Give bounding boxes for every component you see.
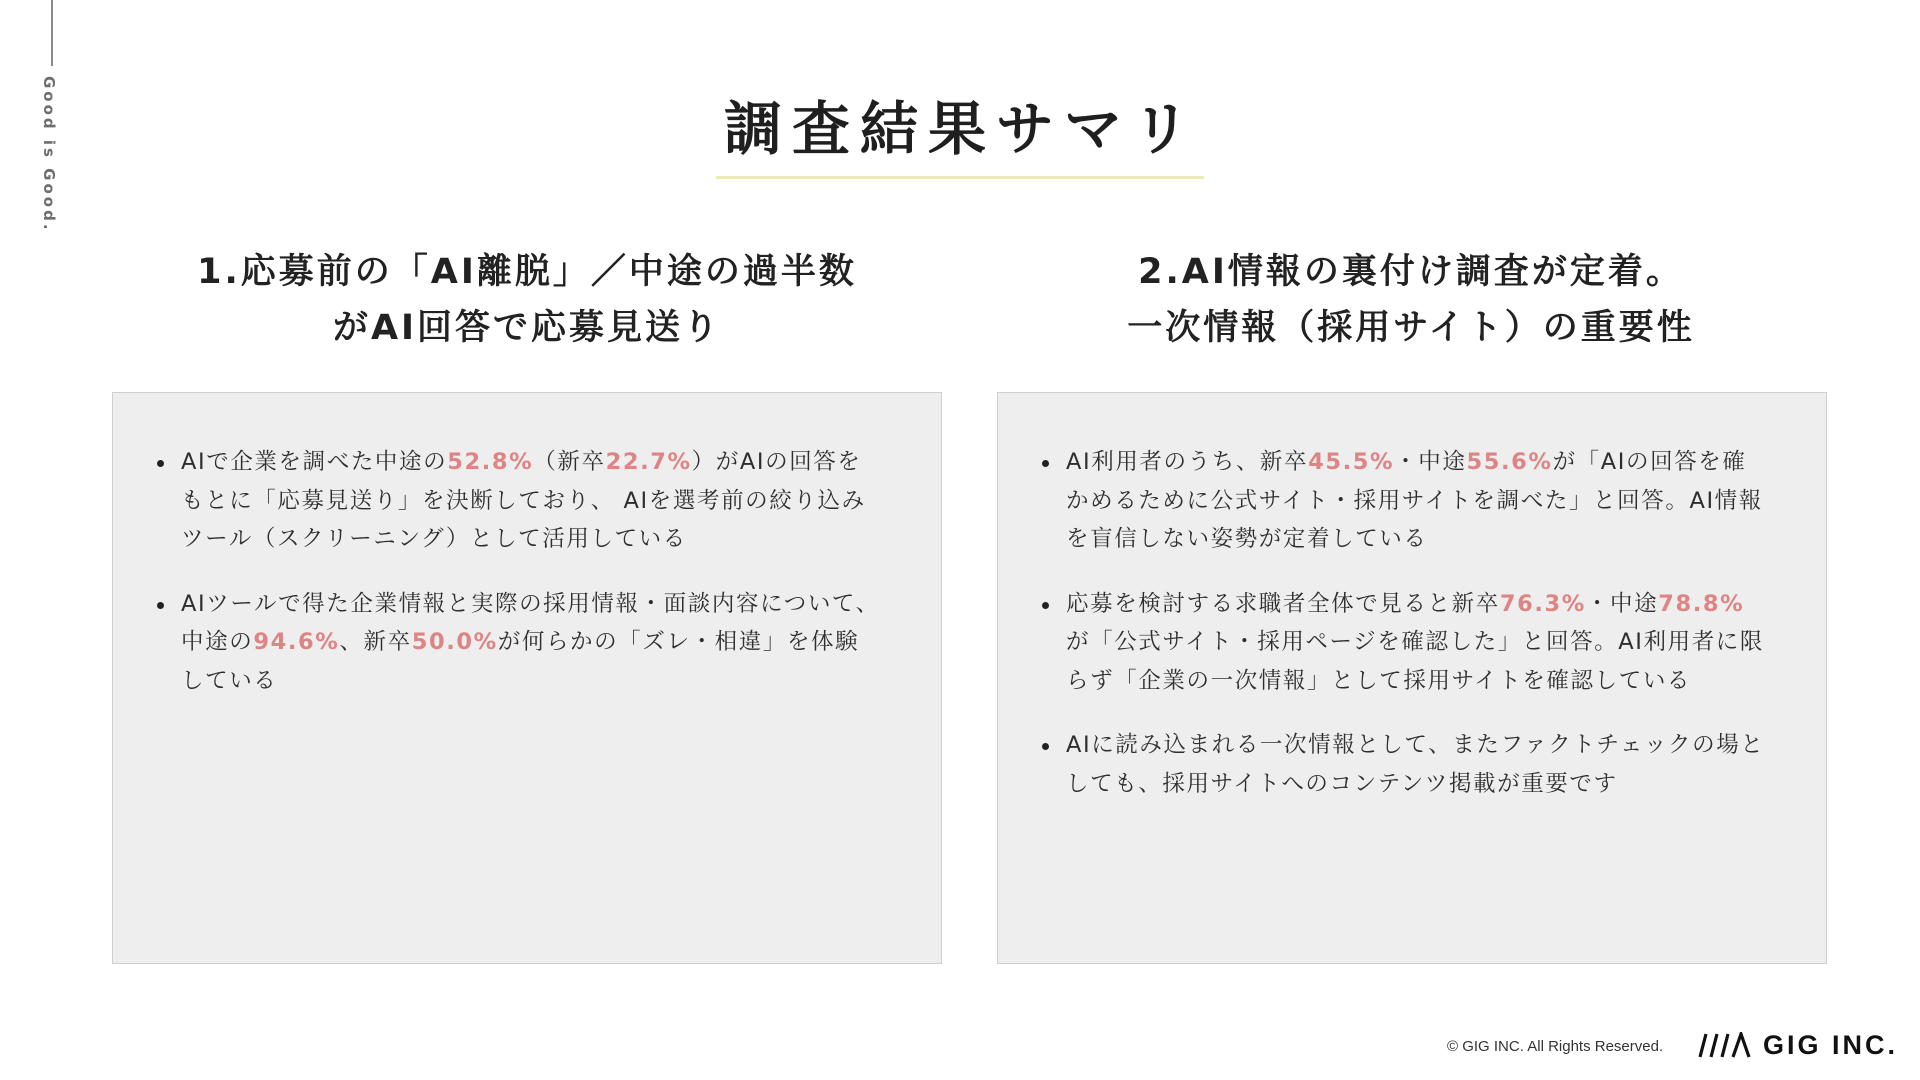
bullet-item [181,585,881,701]
bullet-text: 応募を検討する求職者全体で見ると新卒 [1066,590,1500,617]
bullet-text: AIで企業を調べた中途の [181,449,448,475]
side-divider-line [51,0,53,66]
bullet-text: AIに読み込まれる一次情報として、またファクトチェックの場としても、採用サイトへのコンテンツ掲載が重要です [1066,732,1765,797]
left-heading-line1: 1.応募前の「AI離脱」／中途の過半数 [197,252,857,292]
bullet-text: 、新卒 [339,629,412,655]
right-heading [961,244,1861,356]
bullet-text: ）がAIの回答をもとに「応募見送り」を決断しており、 AIを選考前の絞り込みツール（スクリーニング）として活用している [181,449,866,552]
highlighted-percentage: 52.8% [447,449,534,475]
bullet-item [181,443,881,559]
left-heading-line2: がAI回答で応募見送り [332,308,722,348]
highlighted-percentage: 55.6% [1466,449,1553,475]
page-title: 調査結果サマリ [716,82,1204,179]
bullet-item [1066,726,1766,803]
right-heading-line1: 2.AI情報の裏付け調査が定着。 [1138,252,1684,292]
highlighted-percentage: 76.3% [1499,590,1586,617]
highlighted-percentage: 94.6% [253,629,340,655]
highlighted-percentage: 78.8% [1658,590,1745,617]
bullet-text: が「AIの回答を確かめるために公式サイト・採用サイトを調べた」と回答。AI情報を盲信しない姿勢が定着している [1066,449,1763,552]
bullet-text: AIツールで得た企業情報と実際の採用情報・面談内容について、中途の [181,590,880,655]
bullet-text: AI利用者のうち、新卒 [1066,449,1309,475]
left-bullet-list [113,393,941,700]
right-heading-line2: 一次情報（採用サイト）の重要性 [1127,308,1695,348]
bullet-text: ・中途 [1394,449,1467,475]
logo-text: GIG INC. [1763,1029,1899,1060]
copyright-text: © GIG INC. All Rights Reserved. [1447,1038,1664,1055]
right-bullet-list [998,393,1826,803]
left-heading [77,244,977,356]
bullet-text: が何らかの「ズレ・相違」を体験している [181,629,860,694]
bullet-text: が「公式サイト・採用ページを確認した」と回答。AI利用者に限らず「企業の一次情報」として採用サイトを確認している [1066,629,1765,694]
highlighted-percentage: 50.0% [411,629,498,655]
bullet-item [1066,443,1766,559]
bullet-text: （新卒 [533,449,606,475]
highlighted-percentage: 22.7% [605,449,692,475]
company-logo [1697,1030,1898,1060]
highlighted-percentage: 45.5% [1308,449,1395,475]
bullet-text: ・中途 [1585,590,1659,617]
tagline: Good is Good. [40,76,58,233]
bullet-item [1066,585,1766,701]
gig-slash-mark-icon [1697,1032,1751,1058]
page-title-wrapper [0,82,1920,179]
left-summary-card [112,392,942,964]
right-summary-card [997,392,1827,964]
